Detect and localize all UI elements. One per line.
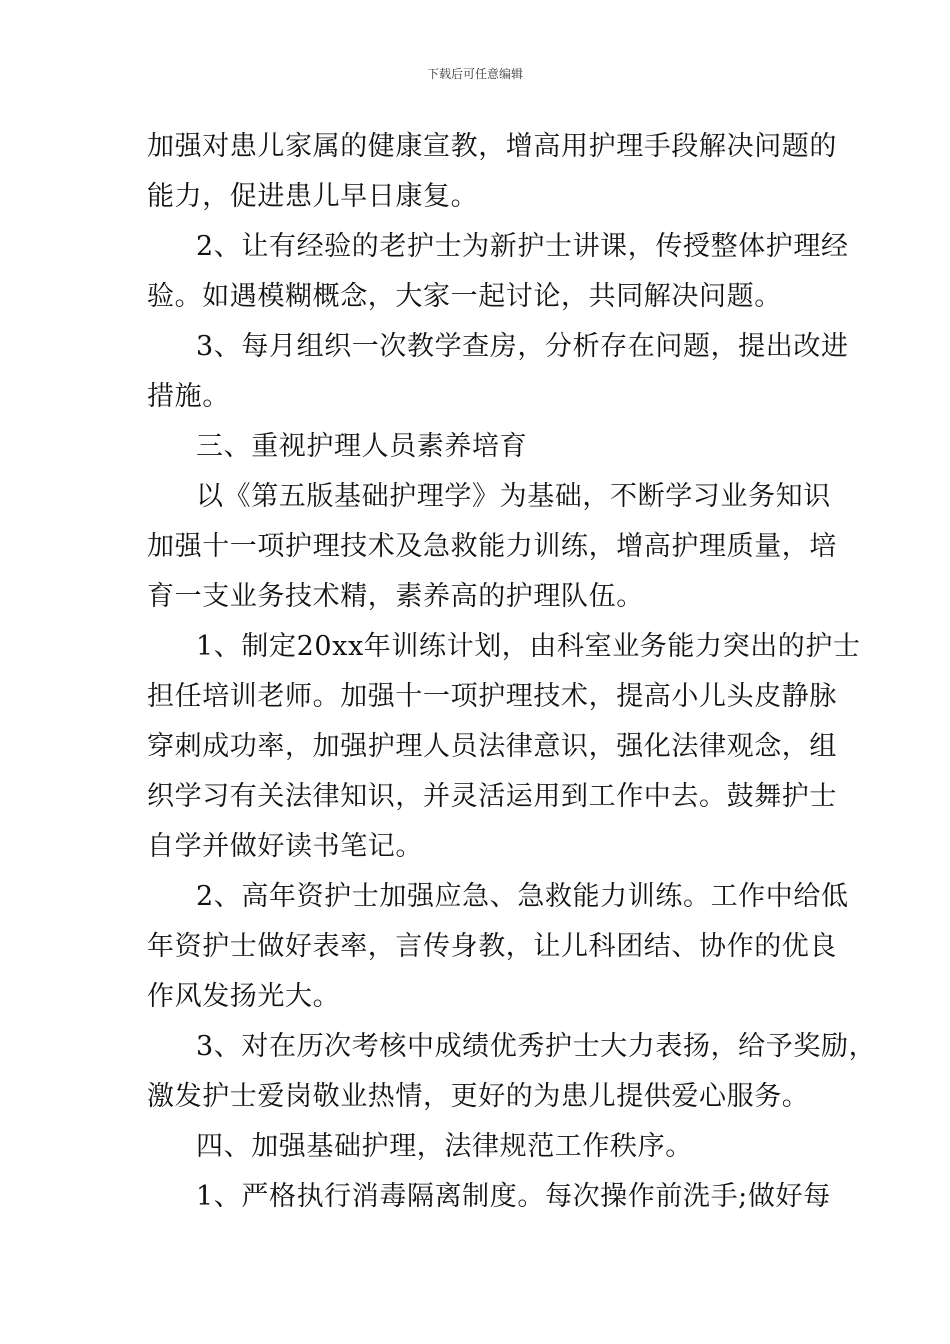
text-line: 织学习有关法律知识，并灵活运用到工作中去。鼓舞护士 <box>147 781 837 812</box>
text-line: 加强对患儿家属的健康宣教，增高用护理手段解决问题的 <box>147 131 837 162</box>
section-heading: 四、加强基础护理，法律规范工作秩序。 <box>196 1131 693 1162</box>
text-line: 育一支业务技术精，素养高的护理队伍。 <box>147 581 644 612</box>
text-line: 2、让有经验的老护士为新护士讲课，传授整体护理经 <box>196 231 849 262</box>
text-line: 2、高年资护士加强应急、急救能力训练。工作中给低 <box>196 881 849 912</box>
text-line: 3、对在历次考核中成绩优秀护士大力表扬，给予奖励， <box>196 1031 877 1062</box>
text-line: 能力，促进患儿早日康复。 <box>147 181 479 212</box>
text-line: 年资护士做好表率，言传身教，让儿科团结、协作的优良 <box>147 931 837 962</box>
text-line: 加强十一项护理技术及急救能力训练，增高护理质量，培 <box>147 531 837 562</box>
text-line: 激发护士爱岗敬业热情，更好的为患儿提供爱心服务。 <box>147 1081 810 1112</box>
text-line: 担任培训老师。加强十一项护理技术，提高小儿头皮静脉 <box>147 681 837 712</box>
text-line: 自学并做好读书笔记。 <box>147 831 423 862</box>
page-header: 下载后可任意编辑 <box>426 67 523 81</box>
text-line: 以《第五版基础护理学》为基础，不断学习业务知识 <box>196 481 831 512</box>
text-line: 穿刺成功率，加强护理人员法律意识，强化法律观念，组 <box>147 731 837 762</box>
text-line: 1、制定20xx年训练计划，由科室业务能力突出的护士 <box>196 631 861 662</box>
section-heading: 三、重视护理人员素养培育 <box>196 431 528 462</box>
text-line: 作风发扬光大。 <box>147 981 341 1012</box>
text-line: 1、严格执行消毒隔离制度。每次操作前洗手;做好每 <box>196 1181 831 1212</box>
text-line: 验。如遇模糊概念，大家一起讨论，共同解决问题。 <box>147 281 782 312</box>
text-line: 3、每月组织一次教学查房，分析存在问题，提出改进 <box>196 331 849 362</box>
text-line: 措施。 <box>147 381 230 412</box>
